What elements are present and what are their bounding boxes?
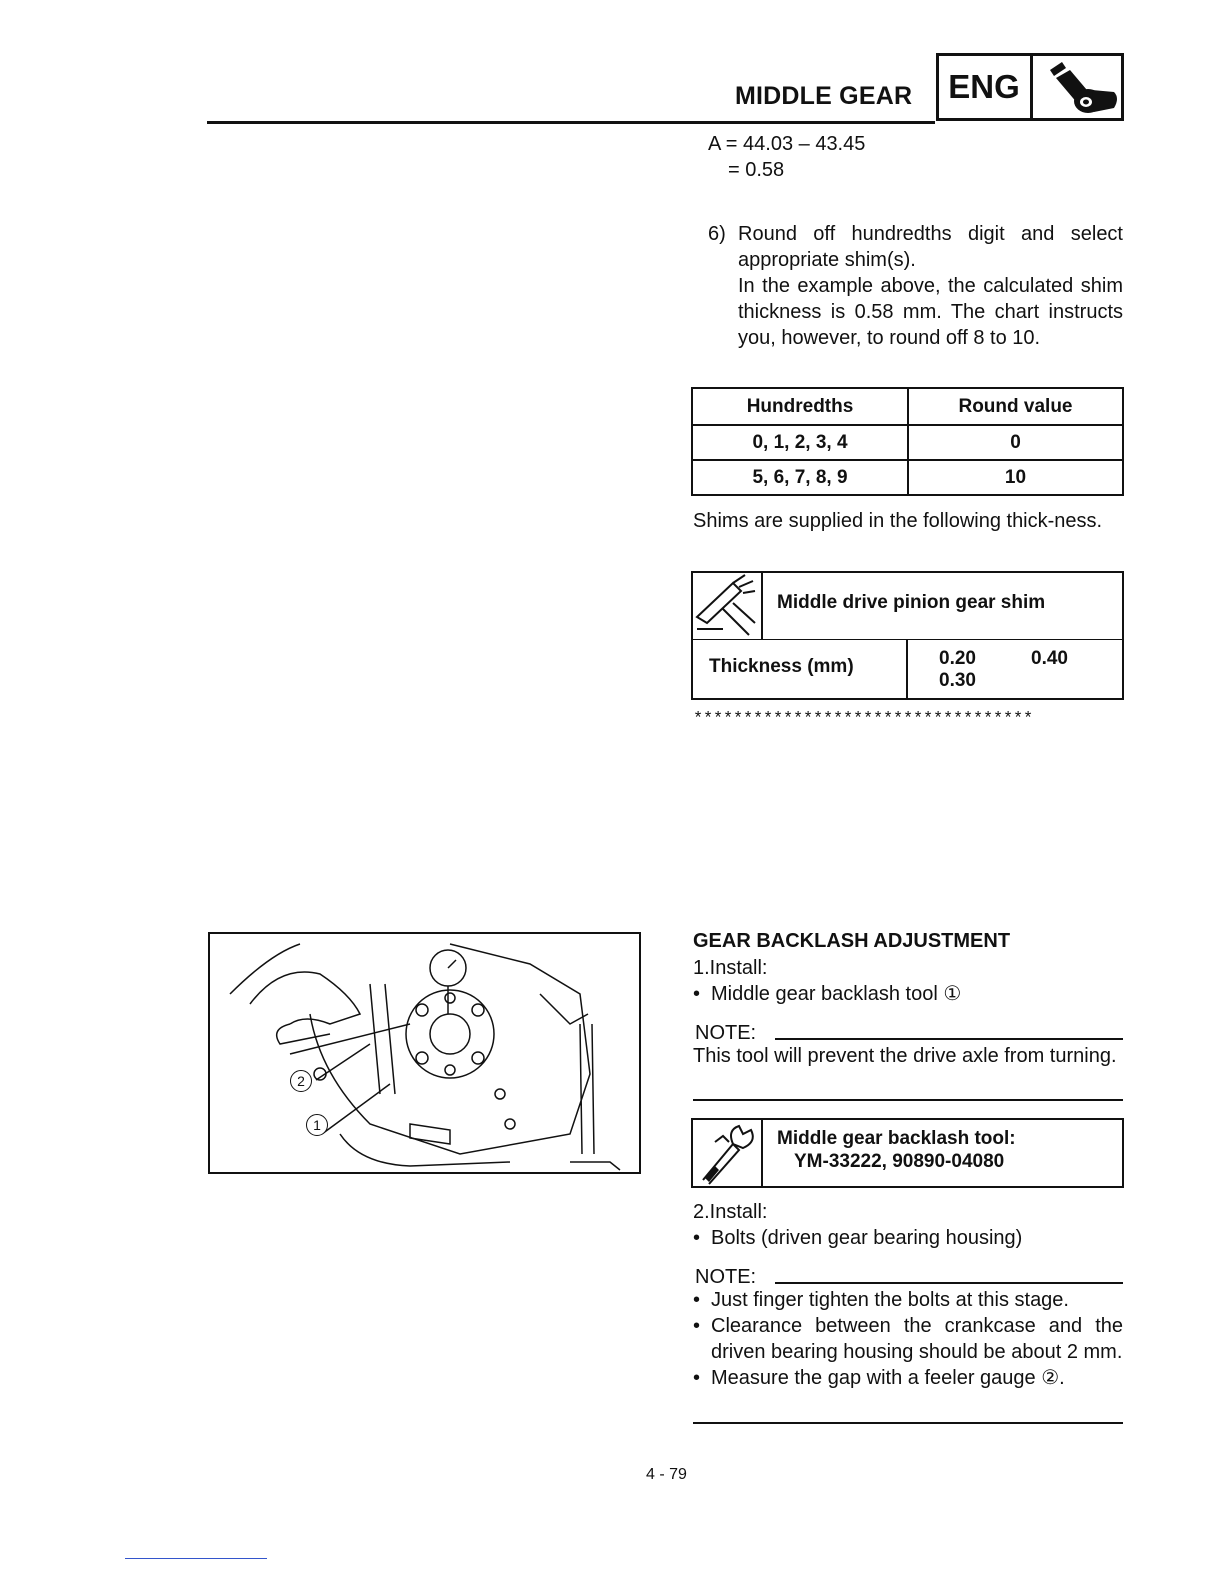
backlash-tool-drawing — [210, 934, 639, 1172]
header-rule — [207, 121, 935, 124]
note-label: NOTE: — [695, 1022, 757, 1044]
list-item — [693, 1365, 1123, 1391]
note-list — [693, 1287, 1123, 1391]
bullet-text: Bolts (driven gear bearing housing) — [711, 1227, 1023, 1249]
note-rule — [775, 1038, 1123, 1040]
list-item — [693, 1313, 1123, 1365]
list-item-text: Just finger tighten the bolts at this stage. — [711, 1289, 1069, 1311]
calc-line-1: A = 44.03 – 43.45 — [708, 133, 866, 155]
step-6-example: In the example above, the calculated shim thickness is 0.58 mm. The chart instructs you, however, to round off 8 to 10. — [738, 275, 1123, 349]
footer-rule — [125, 1558, 267, 1559]
section-heading: GEAR BACKLASH ADJUSTMENT — [693, 930, 1011, 952]
table-header: Round value — [908, 388, 1123, 425]
table-row — [692, 460, 1123, 495]
table-cell: 5, 6, 7, 8, 9 — [692, 460, 908, 495]
callout-1: 1 — [306, 1114, 328, 1136]
special-tool-box — [691, 1118, 1124, 1188]
calc-line-2: = 0.58 — [728, 159, 785, 181]
bullet-item — [693, 981, 961, 1007]
section-separator: ********************************** — [693, 710, 1034, 729]
note-end-rule — [693, 1099, 1123, 1101]
special-tool-icon — [693, 1120, 763, 1186]
thickness-label: Thickness (mm) — [709, 656, 854, 677]
shims-supplied-text: Shims are supplied in the following thick-ness. — [693, 510, 1103, 532]
caliper-icon — [693, 573, 763, 639]
tool-part-numbers: YM-33222, 90890-04080 — [794, 1151, 1005, 1172]
rounding-table — [691, 387, 1124, 496]
list-item — [693, 1287, 1123, 1313]
tool-name: Middle gear backlash tool: — [777, 1128, 1016, 1149]
engine-illustration — [208, 932, 641, 1174]
shim-spec-title: Middle drive pinion gear shim — [777, 592, 1046, 613]
page-title: MIDDLE GEAR — [735, 82, 913, 110]
step-6-text: Round off hundredths digit and select appropriate shim(s). — [738, 223, 1123, 271]
table-header-row — [692, 388, 1123, 425]
list-item-text: Measure the gap with a feeler gauge ②. — [711, 1367, 1065, 1389]
thickness-value: 0.20 — [939, 648, 976, 669]
table-cell: 0 — [908, 425, 1123, 460]
table-row — [692, 425, 1123, 460]
table-cell: 0, 1, 2, 3, 4 — [692, 425, 908, 460]
bullet-item — [693, 1225, 1022, 1251]
divider — [906, 639, 908, 700]
callout-2: 2 — [290, 1070, 312, 1092]
note-label: NOTE: — [695, 1266, 757, 1288]
section-label: ENG — [938, 55, 1033, 119]
note-text: This tool will prevent the drive axle from turning. — [693, 1045, 1117, 1067]
step-1: 1.Install: — [693, 957, 768, 979]
note-end-rule — [693, 1422, 1123, 1424]
step-6-number: 6) — [708, 223, 726, 245]
engine-wrench-icon — [1036, 56, 1122, 118]
shim-spec-box — [691, 571, 1124, 700]
note-rule — [775, 1282, 1123, 1284]
table-header: Hundredths — [692, 388, 908, 425]
table-cell: 10 — [908, 460, 1123, 495]
bullet-text: Middle gear backlash tool ① — [711, 983, 962, 1005]
step-2: 2.Install: — [693, 1201, 768, 1223]
list-item-text: Clearance between the crankcase and the driven bearing housing should be about 2 mm. — [711, 1315, 1123, 1363]
page-number: 4 - 79 — [646, 1466, 687, 1483]
thickness-value: 0.30 — [939, 670, 976, 691]
thickness-value: 0.40 — [1031, 648, 1068, 669]
